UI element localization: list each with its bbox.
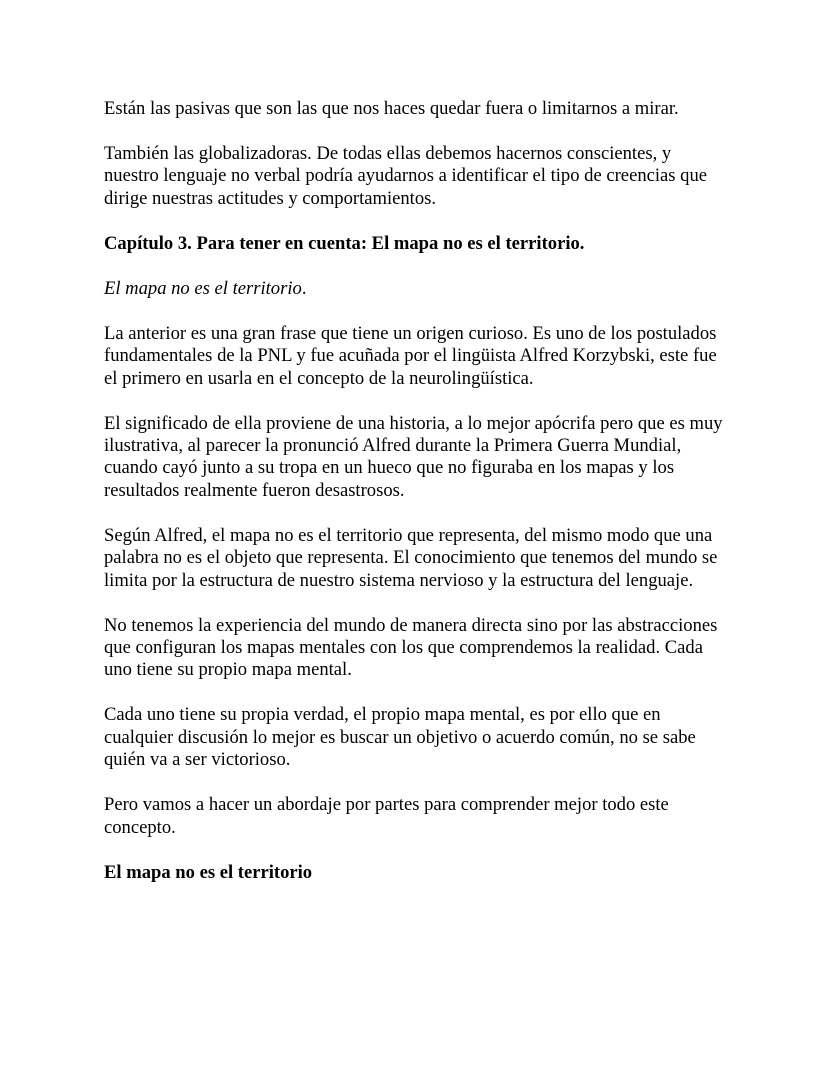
quote-italic-text: El mapa no es el territorio — [104, 277, 302, 299]
document-body — [104, 98, 729, 907]
paragraph-segun-alfred: Según Alfred, el mapa no es el territorio que representa, del mismo modo que una palabra no es el objeto que representa. El conocimiento que tenemos del mundo se limita por la estructura de nuestro sistema nervioso y la estructura del lenguaje. — [104, 524, 718, 591]
paragraph-significado: El significado de ella proviene de una historia, a lo mejor apócrifa pero que es muy ilustrativa, al parecer la pronunció Alfred durante la Primera Guerra Mundial, cuando cayó junto a su tropa en un hueco que no figuraba en los mapas y los resultados realmente fueron desastrosos. — [104, 412, 723, 501]
paragraph-verdad: Cada uno tiene su propia verdad, el propio mapa mental, es por ello que en cualquier discusión lo mejor es buscar un objetivo o acuerdo común, no se sabe quién va a ser victorioso. — [104, 704, 696, 771]
quote-period: . — [301, 277, 307, 299]
paragraph-experiencia: No tenemos la experiencia del mundo de manera directa sino por las abstracciones que configuran los mapas mentales con los que comprendemos la realidad. Cada uno tiene su propio mapa mental. — [104, 614, 718, 681]
paragraph-origen: La anterior es una gran frase que tiene un origen curioso. Es uno de los postulados fundamentales de la PNL y fue acuñada por el lingüista Alfred Korzybski, este fue el primero en usarla en el concepto de la neurolingüística. — [104, 322, 717, 389]
chapter-heading: Capítulo 3. Para tener en cuenta: El mapa no es el territorio. — [104, 232, 585, 254]
paragraph-abordaje: Pero vamos a hacer un abordaje por partes para comprender mejor todo este concepto. — [104, 794, 669, 838]
paragraph-pasivas: Están las pasivas que son las que nos haces quedar fuera o limitarnos a mirar. — [104, 98, 679, 119]
quote-paragraph — [104, 278, 729, 300]
section-heading: El mapa no es el territorio — [104, 861, 313, 883]
paragraph-globalizadoras: También las globalizadoras. De todas ellas debemos hacernos conscientes, y nuestro lenguaje no verbal podría ayudarnos a identificar el tipo de creencias que dirige nuestras actitudes y comportamientos. — [104, 143, 708, 209]
